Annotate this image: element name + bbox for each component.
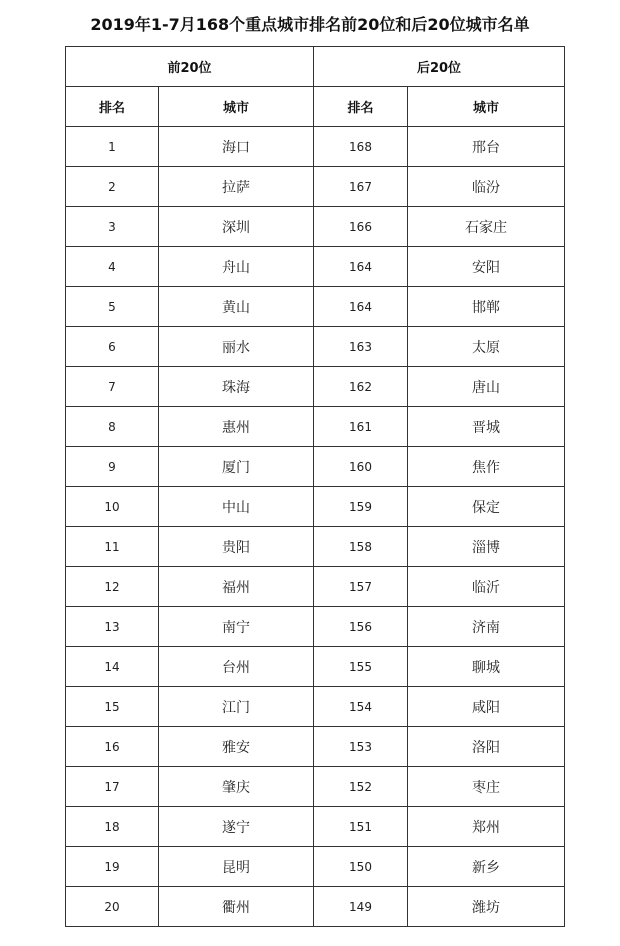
cell-rank-top: 4 (66, 247, 159, 287)
cell-city-bottom: 临汾 (408, 167, 565, 207)
table-row (66, 287, 565, 327)
cell-rank-bottom: 168 (314, 127, 408, 167)
cell-rank-bottom: 164 (314, 247, 408, 287)
cell-city-bottom: 唐山 (408, 367, 565, 407)
cell-rank-bottom: 155 (314, 647, 408, 687)
cell-city-top: 拉萨 (159, 167, 314, 207)
table-body (66, 127, 565, 927)
cell-rank-bottom: 151 (314, 807, 408, 847)
cell-city-top: 肇庆 (159, 767, 314, 807)
table-row (66, 607, 565, 647)
table-row (66, 207, 565, 247)
cell-rank-bottom: 154 (314, 687, 408, 727)
cell-rank-top: 8 (66, 407, 159, 447)
table-row (66, 487, 565, 527)
group-header-bottom20: 后20位 (314, 47, 565, 87)
table-row (66, 767, 565, 807)
page-title: 2019年1-7月168个重点城市排名前20位和后20位城市名单 (90, 15, 530, 34)
table-row (66, 887, 565, 927)
cell-city-bottom: 保定 (408, 487, 565, 527)
cell-rank-bottom: 160 (314, 447, 408, 487)
table-row (66, 367, 565, 407)
cell-city-top: 惠州 (159, 407, 314, 447)
cell-rank-top: 20 (66, 887, 159, 927)
cell-rank-top: 12 (66, 567, 159, 607)
cell-city-top: 珠海 (159, 367, 314, 407)
cell-city-top: 遂宁 (159, 807, 314, 847)
table-row (66, 847, 565, 887)
cell-city-bottom: 郑州 (408, 807, 565, 847)
cell-city-bottom: 邯郸 (408, 287, 565, 327)
cell-rank-top: 1 (66, 127, 159, 167)
cell-rank-bottom: 161 (314, 407, 408, 447)
city-ranking-table (65, 46, 565, 927)
cell-city-bottom: 临沂 (408, 567, 565, 607)
cell-city-top: 雅安 (159, 727, 314, 767)
cell-city-bottom: 石家庄 (408, 207, 565, 247)
cell-rank-bottom: 156 (314, 607, 408, 647)
cell-rank-bottom: 167 (314, 167, 408, 207)
cell-rank-bottom: 162 (314, 367, 408, 407)
cell-rank-bottom: 152 (314, 767, 408, 807)
cell-rank-bottom: 164 (314, 287, 408, 327)
cell-city-bottom: 焦作 (408, 447, 565, 487)
cell-city-top: 厦门 (159, 447, 314, 487)
table-row (66, 127, 565, 167)
cell-rank-bottom: 159 (314, 487, 408, 527)
cell-city-top: 昆明 (159, 847, 314, 887)
table-row (66, 727, 565, 767)
cell-rank-bottom: 163 (314, 327, 408, 367)
cell-rank-top: 11 (66, 527, 159, 567)
cell-rank-top: 17 (66, 767, 159, 807)
cell-rank-top: 5 (66, 287, 159, 327)
cell-rank-top: 19 (66, 847, 159, 887)
column-header-rank-top: 排名 (66, 87, 159, 127)
cell-city-top: 江门 (159, 687, 314, 727)
table-row (66, 247, 565, 287)
column-header-city-top: 城市 (159, 87, 314, 127)
cell-city-top: 贵阳 (159, 527, 314, 567)
cell-rank-top: 9 (66, 447, 159, 487)
cell-city-bottom: 枣庄 (408, 767, 565, 807)
table-row (66, 567, 565, 607)
cell-rank-top: 3 (66, 207, 159, 247)
cell-city-bottom: 洛阳 (408, 727, 565, 767)
table-row (66, 447, 565, 487)
column-header-rank-bottom: 排名 (314, 87, 408, 127)
group-header-row (66, 47, 565, 87)
cell-city-top: 台州 (159, 647, 314, 687)
cell-rank-top: 16 (66, 727, 159, 767)
cell-city-top: 海口 (159, 127, 314, 167)
cell-city-bottom: 潍坊 (408, 887, 565, 927)
table-row (66, 527, 565, 567)
table-row (66, 407, 565, 447)
cell-rank-bottom: 150 (314, 847, 408, 887)
cell-city-top: 南宁 (159, 607, 314, 647)
cell-city-bottom: 济南 (408, 607, 565, 647)
cell-rank-bottom: 149 (314, 887, 408, 927)
cell-city-top: 深圳 (159, 207, 314, 247)
cell-city-bottom: 太原 (408, 327, 565, 367)
table-row (66, 687, 565, 727)
cell-rank-top: 15 (66, 687, 159, 727)
cell-rank-top: 7 (66, 367, 159, 407)
cell-city-bottom: 晋城 (408, 407, 565, 447)
cell-city-bottom: 新乡 (408, 847, 565, 887)
cell-city-top: 舟山 (159, 247, 314, 287)
cell-city-bottom: 咸阳 (408, 687, 565, 727)
cell-rank-top: 18 (66, 807, 159, 847)
group-header-top20: 前20位 (66, 47, 314, 87)
cell-city-top: 黄山 (159, 287, 314, 327)
cell-city-bottom: 邢台 (408, 127, 565, 167)
column-header-row (66, 87, 565, 127)
cell-city-bottom: 聊城 (408, 647, 565, 687)
cell-rank-bottom: 157 (314, 567, 408, 607)
cell-rank-bottom: 158 (314, 527, 408, 567)
cell-rank-top: 10 (66, 487, 159, 527)
cell-rank-top: 14 (66, 647, 159, 687)
cell-rank-bottom: 166 (314, 207, 408, 247)
table-row (66, 807, 565, 847)
cell-city-bottom: 淄博 (408, 527, 565, 567)
table-row (66, 647, 565, 687)
cell-city-top: 丽水 (159, 327, 314, 367)
cell-rank-top: 2 (66, 167, 159, 207)
cell-city-top: 衢州 (159, 887, 314, 927)
cell-city-bottom: 安阳 (408, 247, 565, 287)
cell-rank-top: 6 (66, 327, 159, 367)
cell-city-top: 福州 (159, 567, 314, 607)
cell-rank-bottom: 153 (314, 727, 408, 767)
column-header-city-bottom: 城市 (408, 87, 565, 127)
cell-rank-top: 13 (66, 607, 159, 647)
table-row (66, 327, 565, 367)
cell-city-top: 中山 (159, 487, 314, 527)
table-row (66, 167, 565, 207)
